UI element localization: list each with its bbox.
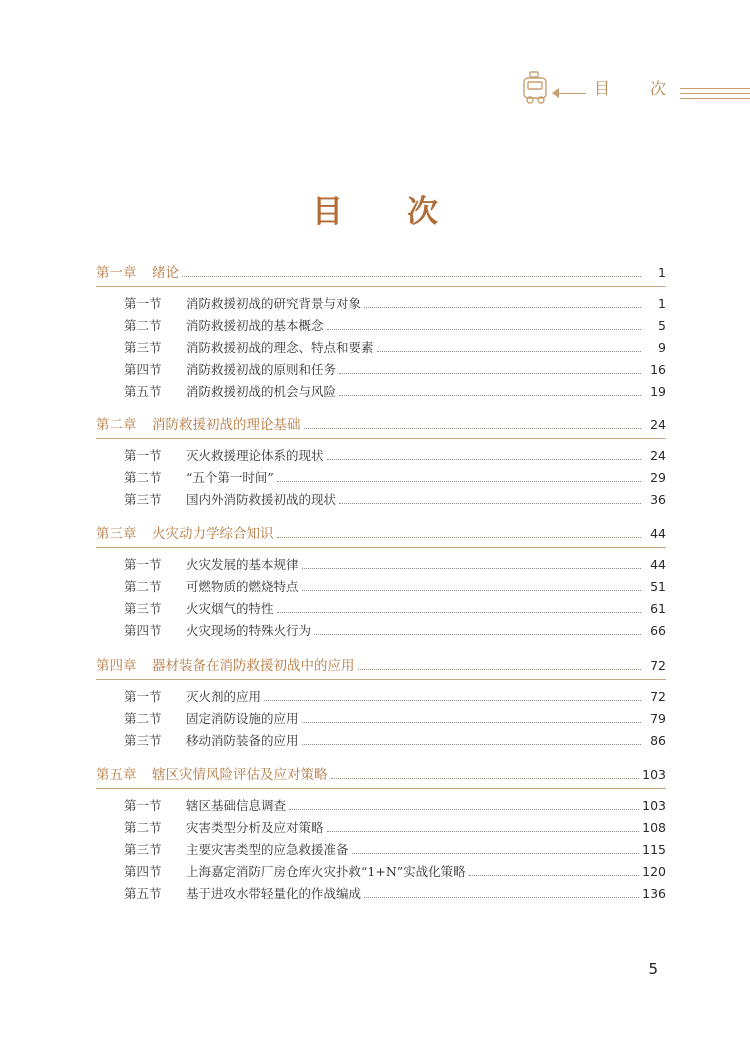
section-page-number: 9 <box>658 340 666 355</box>
leader-dots <box>377 350 641 352</box>
chapter-row[interactable] <box>96 264 666 282</box>
section-number: 第一节 <box>124 689 162 704</box>
section-title: “五个第一时间” <box>186 470 274 485</box>
section-title: 灾害类型分析及应对策略 <box>186 820 324 835</box>
chapter-title: 消防救援初战的理论基础 <box>152 417 301 433</box>
section-page-number: 5 <box>658 318 666 333</box>
section-title: 消防救援初战的研究背景与对象 <box>186 296 362 311</box>
section-number: 第四节 <box>124 864 162 879</box>
chapter-row[interactable] <box>96 416 666 434</box>
section-row[interactable] <box>124 819 666 837</box>
section-page-number: 24 <box>650 448 666 463</box>
section-page-number: 79 <box>650 711 666 726</box>
section-row[interactable] <box>124 361 666 379</box>
section-row[interactable] <box>124 732 666 750</box>
chapter-number: 第二章 <box>96 417 137 433</box>
section-number: 第三节 <box>124 340 162 355</box>
leader-dots <box>352 852 640 854</box>
chapter-row[interactable] <box>96 657 666 675</box>
section-title: 消防救援初战的机会与风险 <box>186 384 337 399</box>
chapter-title: 火灾动力学综合知识 <box>152 526 274 542</box>
section-number: 第二节 <box>124 820 162 835</box>
chapter-divider <box>96 679 666 680</box>
header-line-right-1 <box>680 88 750 89</box>
chapter-number: 第四章 <box>96 658 137 674</box>
section-number: 第二节 <box>124 579 162 594</box>
chapter-divider <box>96 286 666 287</box>
chapter-page-number: 44 <box>650 526 666 541</box>
leader-dots <box>327 830 640 832</box>
section-row[interactable] <box>124 317 666 335</box>
leader-dots <box>469 874 639 876</box>
page-title-left: 目 <box>312 194 343 230</box>
section-title: 消防救援初战的理念、特点和要素 <box>186 340 374 355</box>
section-title: 灭火剂的应用 <box>186 689 262 704</box>
section-number: 第一节 <box>124 296 162 311</box>
chapter-number: 第一章 <box>96 265 137 281</box>
leader-dots <box>339 502 641 504</box>
chapter-number: 第三章 <box>96 526 137 542</box>
header-line-left <box>556 93 586 94</box>
section-row[interactable] <box>124 600 666 618</box>
leader-dots <box>339 372 641 374</box>
section-number: 第三节 <box>124 601 162 616</box>
section-row[interactable] <box>124 710 666 728</box>
section-page-number: 120 <box>642 864 666 879</box>
section-row[interactable] <box>124 383 666 401</box>
section-row[interactable] <box>124 339 666 357</box>
section-title: 主要灾害类型的应急救援准备 <box>186 842 349 857</box>
section-row[interactable] <box>124 295 666 313</box>
section-number: 第二节 <box>124 318 162 333</box>
section-row[interactable] <box>124 841 666 859</box>
chapter-title: 绪论 <box>152 265 179 281</box>
chapter-row[interactable] <box>96 766 666 784</box>
section-page-number: 66 <box>650 623 666 638</box>
chapter-page-number: 1 <box>658 265 666 280</box>
leader-dots <box>364 306 641 308</box>
section-number: 第五节 <box>124 384 162 399</box>
chapter-divider <box>96 438 666 439</box>
section-title: 消防救援初战的基本概念 <box>186 318 324 333</box>
section-title: 火灾烟气的特性 <box>186 601 274 616</box>
section-row[interactable] <box>124 622 666 640</box>
leader-dots <box>289 808 639 810</box>
leader-dots <box>327 458 641 460</box>
section-row[interactable] <box>124 556 666 574</box>
section-number: 第一节 <box>124 798 162 813</box>
chapter-page-number: 72 <box>650 658 666 673</box>
chapter-row[interactable] <box>96 525 666 543</box>
chapter-title: 器材装备在消防救援初战中的应用 <box>152 658 355 674</box>
section-title: 上海嘉定消防厂房仓库火灾扑救“1+N”实战化策略 <box>186 864 466 879</box>
section-page-number: 1 <box>658 296 666 311</box>
header-line-right-3 <box>680 98 750 99</box>
leader-dots <box>304 427 642 429</box>
section-page-number: 103 <box>642 798 666 813</box>
leader-dots <box>277 611 641 613</box>
chapter-divider <box>96 788 666 789</box>
section-number: 第四节 <box>124 623 162 638</box>
section-page-number: 115 <box>642 842 666 857</box>
section-page-number: 86 <box>650 733 666 748</box>
leader-dots <box>302 743 641 745</box>
section-title: 移动消防装备的应用 <box>186 733 299 748</box>
leader-dots <box>302 567 641 569</box>
section-page-number: 44 <box>650 557 666 572</box>
section-number: 第三节 <box>124 842 162 857</box>
section-page-number: 36 <box>650 492 666 507</box>
leader-dots <box>314 633 641 635</box>
leader-dots <box>331 777 640 779</box>
section-page-number: 51 <box>650 579 666 594</box>
leader-dots <box>302 721 641 723</box>
leader-dots <box>182 275 641 277</box>
section-row[interactable] <box>124 863 666 881</box>
section-page-number: 136 <box>642 886 666 901</box>
header-arrow-icon <box>552 88 559 98</box>
section-title: 火灾现场的特殊火行为 <box>186 623 312 638</box>
section-number: 第一节 <box>124 448 162 463</box>
section-row[interactable] <box>124 885 666 903</box>
leader-dots <box>277 480 641 482</box>
header-text-left: 目 <box>594 79 611 98</box>
section-title: 辖区基础信息调查 <box>186 798 287 813</box>
section-title: 固定消防设施的应用 <box>186 711 299 726</box>
section-number: 第一节 <box>124 557 162 572</box>
section-page-number: 29 <box>650 470 666 485</box>
section-row[interactable] <box>124 447 666 465</box>
section-row[interactable] <box>124 578 666 596</box>
section-title: 国内外消防救援初战的现状 <box>186 492 337 507</box>
page-number: 5 <box>648 960 658 978</box>
section-number: 第四节 <box>124 362 162 377</box>
section-row[interactable] <box>124 469 666 487</box>
header-text-right: 次 <box>650 79 667 98</box>
leader-dots <box>364 896 639 898</box>
leader-dots <box>277 536 642 538</box>
leader-dots <box>358 668 642 670</box>
section-page-number: 19 <box>650 384 666 399</box>
section-title: 消防救援初战的原则和任务 <box>186 362 337 377</box>
chapter-page-number: 103 <box>642 767 666 782</box>
fire-truck-icon <box>522 70 556 106</box>
section-page-number: 61 <box>650 601 666 616</box>
section-page-number: 16 <box>650 362 666 377</box>
chapter-page-number: 24 <box>650 417 666 432</box>
chapter-divider <box>96 547 666 548</box>
chapter-title: 辖区灾情风险评估及应对策略 <box>152 767 328 783</box>
section-page-number: 108 <box>642 820 666 835</box>
section-row[interactable] <box>124 688 666 706</box>
section-number: 第三节 <box>124 733 162 748</box>
leader-dots <box>302 589 641 591</box>
page-title-right: 次 <box>407 194 438 230</box>
section-title: 火灾发展的基本规律 <box>186 557 299 572</box>
section-title: 可燃物质的燃烧特点 <box>186 579 299 594</box>
header-line-right-2 <box>680 93 750 94</box>
leader-dots <box>327 328 641 330</box>
section-page-number: 72 <box>650 689 666 704</box>
section-row[interactable] <box>124 491 666 509</box>
leader-dots <box>264 699 641 701</box>
section-title: 灭火救援理论体系的现状 <box>186 448 324 463</box>
section-row[interactable] <box>124 797 666 815</box>
section-number: 第二节 <box>124 711 162 726</box>
chapter-number: 第五章 <box>96 767 137 783</box>
section-number: 第二节 <box>124 470 162 485</box>
section-number: 第三节 <box>124 492 162 507</box>
section-title: 基于进攻水带轻量化的作战编成 <box>186 886 362 901</box>
leader-dots <box>339 394 641 396</box>
section-number: 第五节 <box>124 886 162 901</box>
page-title <box>0 186 750 231</box>
